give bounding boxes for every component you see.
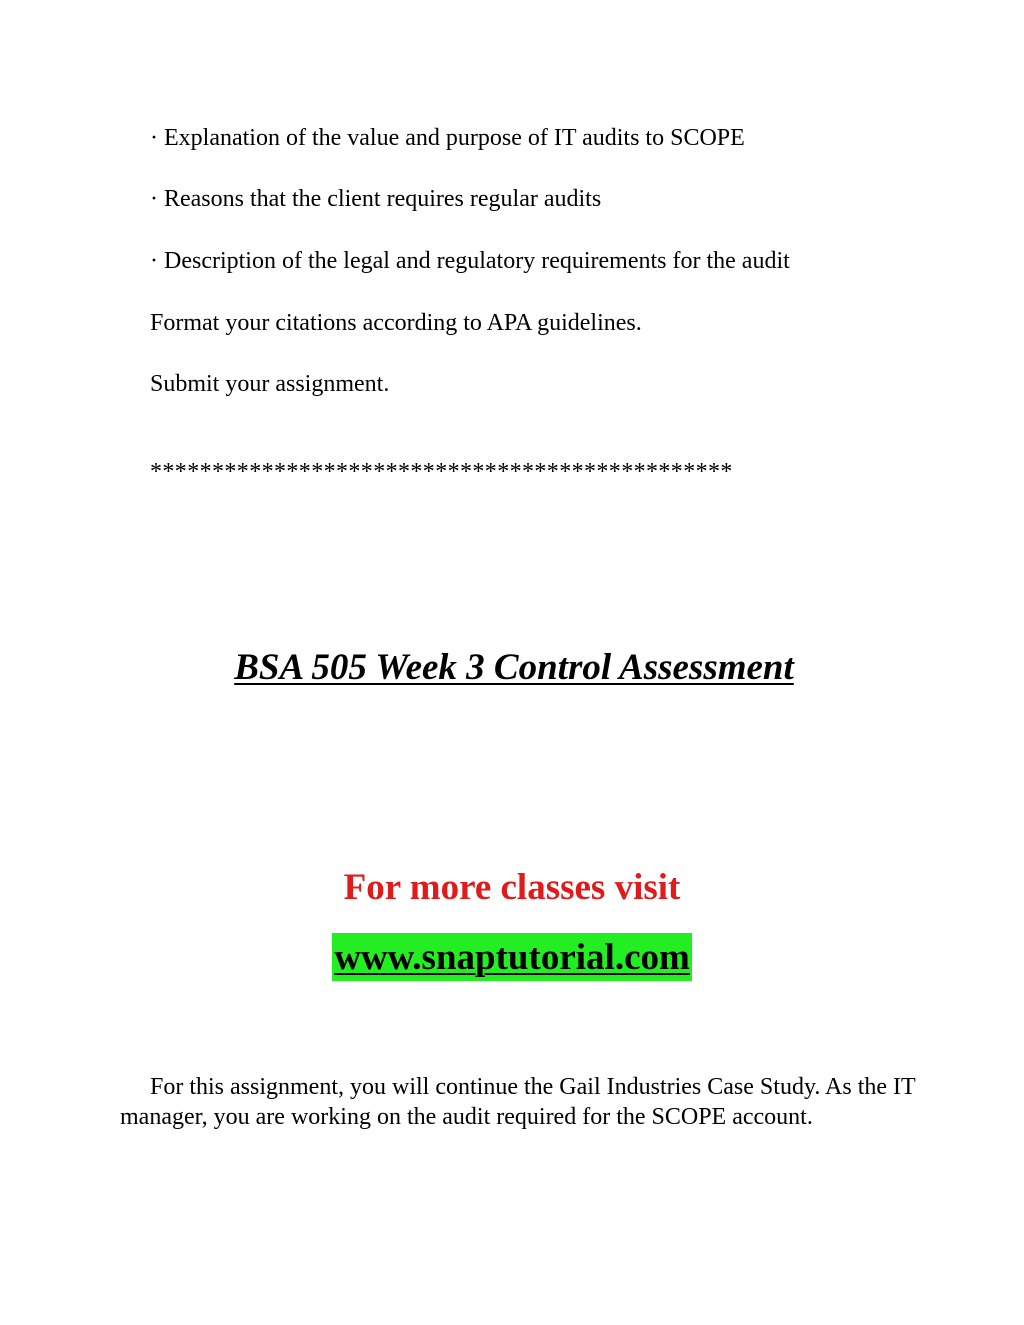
separator-asterisks: *********************************************** (150, 459, 733, 485)
promo-text: For more classes visit (343, 867, 681, 908)
instruction-submit: Submit your assignment. (150, 371, 390, 397)
bullet-item-regular-audits: · Reasons that the client requires regular audits (150, 186, 602, 212)
page-title (0, 646, 1024, 690)
promo-link-container (0, 933, 1024, 981)
bullet-item-legal-requirements: · Description of the legal and regulatory requirements for the audit (150, 248, 790, 274)
snaptutorial-link[interactable]: www.snaptutorial.com (332, 933, 692, 981)
bullet-item-it-audit-value: · Explanation of the value and purpose of IT audits to SCOPE (150, 125, 745, 151)
instruction-apa-format: Format your citations according to APA guidelines. (150, 310, 642, 336)
page-title-text: BSA 505 Week 3 Control Assessment (234, 647, 794, 688)
assignment-paragraph: For this assignment, you will continue the Gail Industries Case Study. As the IT manager, you are working on the audit required for the SCOPE account. (120, 1074, 916, 1130)
